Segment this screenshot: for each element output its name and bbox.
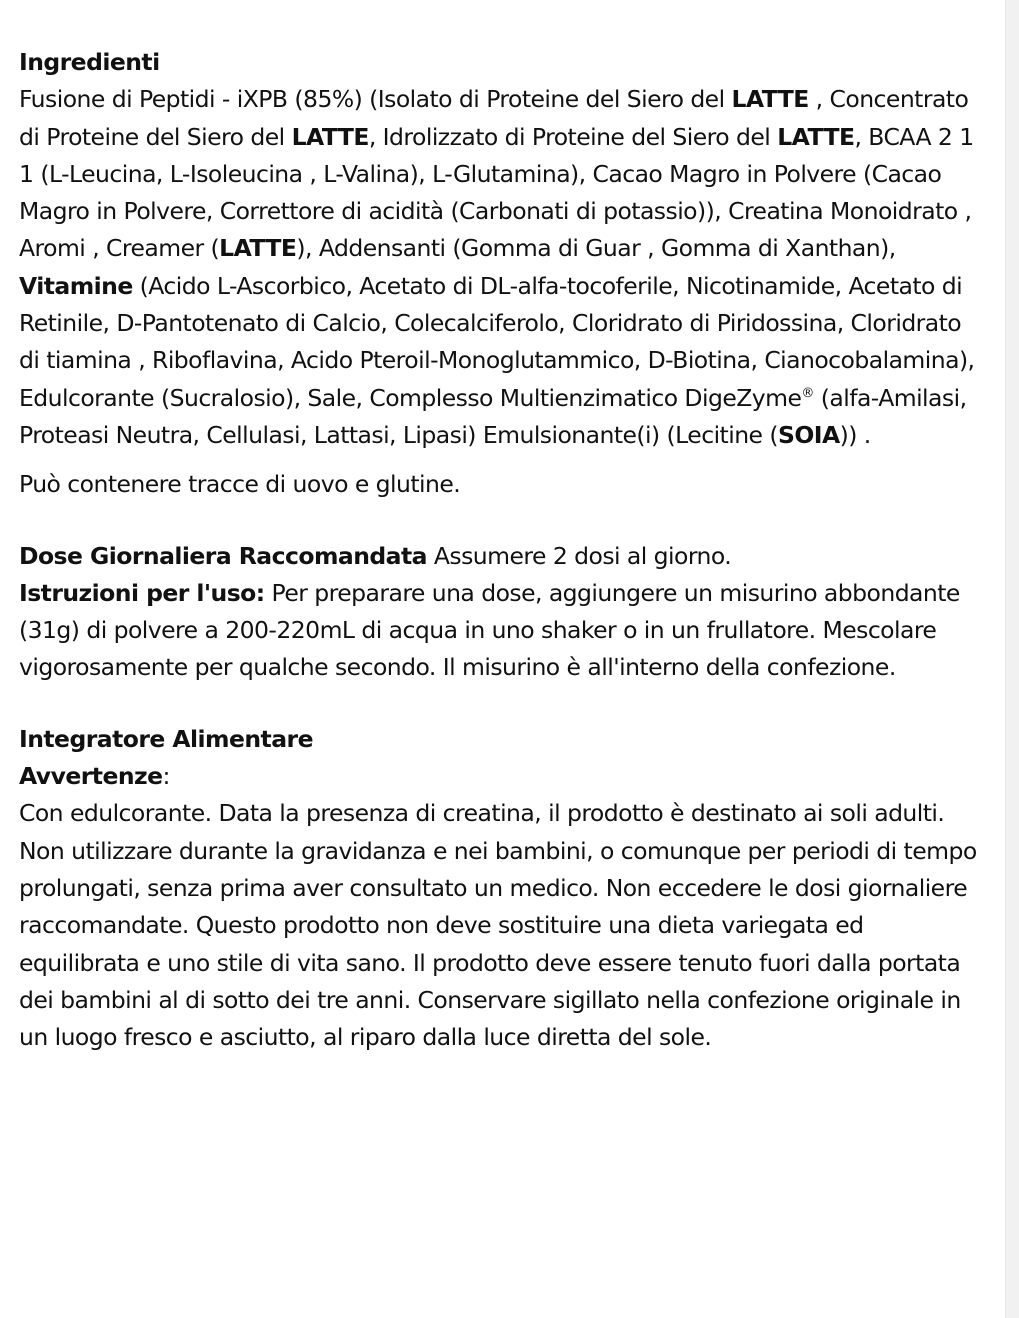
traces-notice: Può contenere tracce di uovo e glutine. <box>19 470 461 499</box>
allergen-milk: LATTE <box>219 234 297 263</box>
usage-instructions: Istruzioni per l'uso: Per preparare una dose, aggiungere un misurino abbondante (31g) di polvere a 200-220mL di acqua in uno shaker o in un frullatore. Mescolare vigorosamente per qualche secondo. Il misurino è all'interno della confezione. <box>19 578 960 682</box>
ingredients-text: Fusione di Peptidi - iXPB (85%) (Isolato di Proteine del Siero del LATTE , Concentrato di Proteine del Siero del LATTE, Idrolizzato di Proteine del Siero del LATTE, BCAA 2 1 1 (L-Leucina, L-Isoleucina , L-Valina), L-Glutamina), Cacao Magro in Polvere (Cacao Magro in Polvere, Correttore di acidità (Carbonati di potassio)), Creatina Monoidrato , Aromi , Creamer (LATTE), Addensanti (Gomma di Guar , Gomma di Xanthan), Vitamine (Acido L-Ascorbico, Acetato di DL-alfa-tocoferile, Nicotinamide, Acetato di Retinile, D-Pantotenato di Calcio, Colecalciferolo, Cloridrato di Piridossina, Cloridrato di tiamina , Riboflavina, Acido Pteroil-Monoglutammico, D-Biotina, Cianocobalamina), Edulcorante (Sucralosio), Sale, Complesso Multienzimatico DigeZyme® (alfa-Amilasi, Proteasi Neutra, Cellulasi, Lattasi, Lipasi) Emulsionante(i) (Lecitine (SOIA)) . <box>19 85 975 449</box>
allergen-milk: LATTE <box>731 85 809 114</box>
allergen-milk: LATTE <box>291 122 369 151</box>
warnings-heading: Avvertenze: <box>19 762 170 791</box>
vitamins-label: Vitamine <box>19 271 133 300</box>
usage-instructions-label: Istruzioni per l'uso: <box>19 578 265 607</box>
registered-mark: ® <box>801 385 814 401</box>
allergen-milk: LATTE <box>777 122 855 151</box>
vertical-scrollbar[interactable] <box>1005 0 1019 1318</box>
warnings-text: Con edulcorante. Data la presenza di creatina, il prodotto è destinato ai soli adulti. Non utilizzare durante la gravidanza e nei bambini, o comunque per periodi di tempo prolungati, senza prima aver consultato un medico. Non eccedere le dosi giornaliere raccomandate. Questo prodotto non deve sostituire una dieta variegata ed equilibrata e uno stile di vita sano. Il prodotto deve essere tenuto fuori dalla portata dei bambini al di sotto dei tre anni. Conservare sigillato nella confezione originale in un luogo fresco e asciutto, al riparo dalla luce diretta del sole. <box>19 799 977 1052</box>
daily-dose: Dose Giornaliera Raccomandata Assumere 2 dosi al giorno. <box>19 541 732 570</box>
product-info-text <box>19 44 979 1056</box>
allergen-soy: SOIA <box>778 420 840 449</box>
supplement-heading: Integratore Alimentare <box>19 724 313 753</box>
ingredients-heading: Ingredienti <box>19 48 160 76</box>
daily-dose-label: Dose Giornaliera Raccomandata <box>19 541 427 570</box>
